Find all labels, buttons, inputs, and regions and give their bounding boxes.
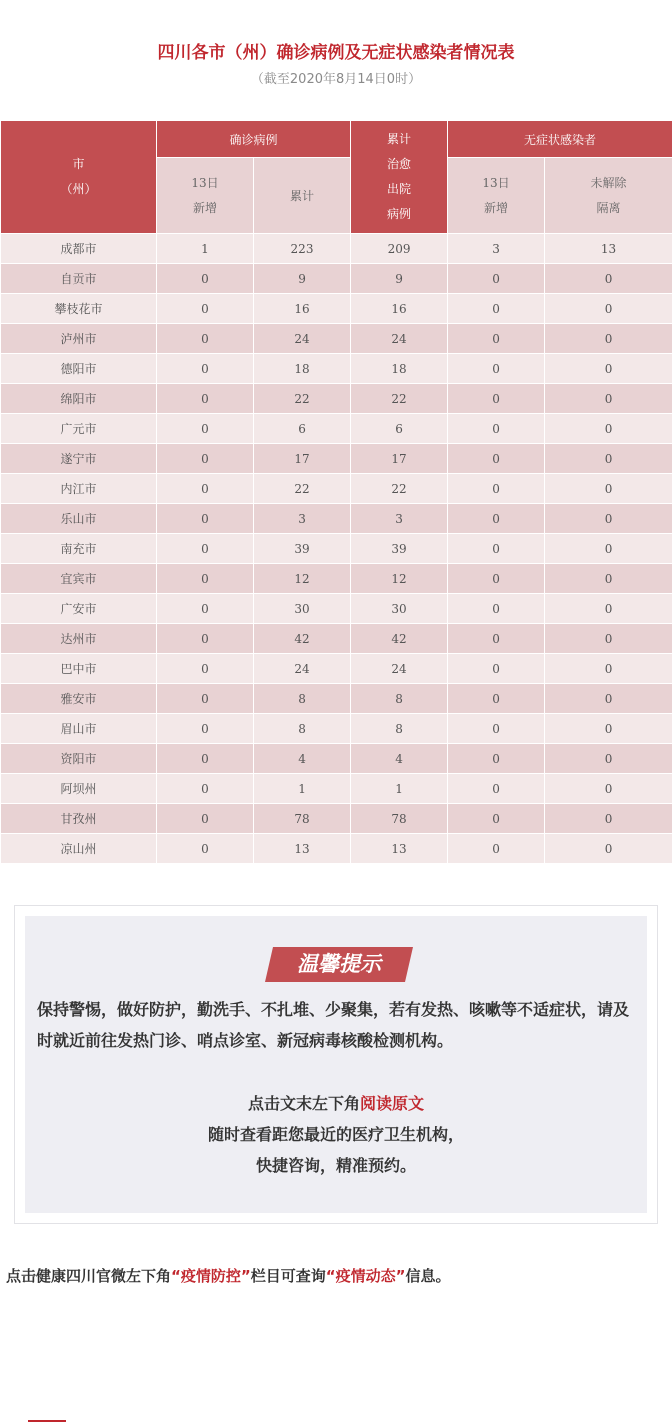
cell-confirmed-total: 9 [254,264,351,294]
cell-cured-total: 209 [351,234,448,264]
tip-line-1-prefix: 点击文末左下角 [247,1094,360,1113]
header-city: 市 （州） [1,121,157,234]
cell-city: 绵阳市 [1,384,157,414]
cell-asym-new: 0 [448,744,545,774]
cell-cured-total: 16 [351,294,448,324]
cell-city: 内江市 [1,474,157,504]
tip-line-3: 快捷咨询，精准预约。 [255,1156,416,1175]
cell-confirmed-new: 0 [157,534,254,564]
cell-asym-isolated: 0 [545,654,672,684]
cell-cured-total: 8 [351,714,448,744]
read-original-link[interactable]: 阅读原文 [360,1094,425,1113]
table-row [1,534,672,564]
cell-asym-new: 0 [448,834,545,864]
table-row [1,294,672,324]
cell-cured-total: 18 [351,354,448,384]
table-row [1,714,672,744]
cell-confirmed-new: 0 [157,744,254,774]
cell-confirmed-total: 8 [254,714,351,744]
cell-confirmed-new: 0 [157,324,254,354]
cell-asym-new: 3 [448,234,545,264]
cell-confirmed-new: 0 [157,804,254,834]
cell-asym-isolated: 0 [545,774,672,804]
stats-table [0,120,672,864]
cell-cured-total: 6 [351,414,448,444]
cell-cured-total: 30 [351,594,448,624]
epidemic-control-link[interactable]: “疫情防控” [171,1267,251,1285]
cell-cured-total: 1 [351,774,448,804]
cell-asym-isolated: 0 [545,684,672,714]
footer-part-1: 点击健康四川官微左下角 [6,1267,172,1285]
cell-confirmed-new: 0 [157,624,254,654]
table-row [1,744,672,774]
cell-asym-new: 0 [448,264,545,294]
cell-confirmed-total: 1 [254,774,351,804]
footer-part-3: 信息。 [405,1267,451,1285]
cell-asym-isolated: 0 [545,804,672,834]
header-confirmed: 确诊病例 [157,121,351,158]
cell-confirmed-new: 0 [157,474,254,504]
cell-confirmed-total: 12 [254,564,351,594]
cell-city: 广元市 [1,414,157,444]
header-confirmed-new: 13日 新增 [157,158,254,234]
footer-note [6,1265,666,1286]
tip-line-1 [25,1088,647,1119]
cell-cured-total: 42 [351,624,448,654]
tip-box [14,905,658,1224]
tip-badge [265,947,413,982]
cell-confirmed-total: 13 [254,834,351,864]
cell-cured-total: 17 [351,444,448,474]
table-row [1,414,672,444]
cell-asym-new: 0 [448,504,545,534]
cell-asym-isolated: 0 [545,714,672,744]
cell-city: 南充市 [1,534,157,564]
cell-city: 成都市 [1,234,157,264]
cell-confirmed-total: 223 [254,234,351,264]
table-row [1,624,672,654]
table-row [1,234,672,264]
cell-confirmed-total: 22 [254,474,351,504]
table-row [1,474,672,504]
cell-asym-new: 0 [448,774,545,804]
cell-confirmed-new: 0 [157,384,254,414]
cell-confirmed-total: 22 [254,384,351,414]
cell-cured-total: 13 [351,834,448,864]
cell-city: 达州市 [1,624,157,654]
cell-cured-total: 39 [351,534,448,564]
cell-confirmed-total: 6 [254,414,351,444]
table-row [1,504,672,534]
cell-asym-new: 0 [448,654,545,684]
tip-instructions [25,1088,647,1181]
cell-asym-isolated: 0 [545,564,672,594]
cell-asym-isolated: 0 [545,624,672,654]
cell-confirmed-new: 0 [157,504,254,534]
cell-city: 攀枝花市 [1,294,157,324]
cell-asym-new: 0 [448,804,545,834]
cell-confirmed-total: 4 [254,744,351,774]
cell-asym-isolated: 0 [545,264,672,294]
cell-asym-new: 0 [448,384,545,414]
cell-cured-total: 12 [351,564,448,594]
table-row [1,564,672,594]
cell-cured-total: 24 [351,324,448,354]
cell-asym-new: 0 [448,624,545,654]
cell-cured-total: 78 [351,804,448,834]
cell-confirmed-new: 0 [157,444,254,474]
cell-city: 德阳市 [1,354,157,384]
cell-asym-new: 0 [448,474,545,504]
cell-confirmed-total: 24 [254,654,351,684]
cell-asym-new: 0 [448,354,545,384]
cell-confirmed-total: 42 [254,624,351,654]
cell-confirmed-total: 24 [254,324,351,354]
cell-city: 巴中市 [1,654,157,684]
cell-confirmed-new: 0 [157,714,254,744]
cell-city: 阿坝州 [1,774,157,804]
cell-cured-total: 3 [351,504,448,534]
cell-asym-isolated: 0 [545,444,672,474]
cell-confirmed-new: 0 [157,414,254,444]
cell-confirmed-total: 17 [254,444,351,474]
table-row [1,804,672,834]
cell-asym-new: 0 [448,414,545,444]
cell-city: 广安市 [1,594,157,624]
cell-cured-total: 4 [351,744,448,774]
cell-asym-new: 0 [448,294,545,324]
cell-asym-isolated: 0 [545,294,672,324]
header-cured: 累计 治愈 出院 病例 [351,121,448,234]
table-row [1,384,672,414]
tip-line-2: 随时查看距您最近的医疗卫生机构， [207,1125,464,1144]
header-asym-new: 13日 新增 [448,158,545,234]
cell-confirmed-total: 39 [254,534,351,564]
cell-asym-isolated: 0 [545,474,672,504]
cell-asym-new: 0 [448,534,545,564]
cell-city: 资阳市 [1,744,157,774]
cell-city: 乐山市 [1,504,157,534]
cell-city: 宜宾市 [1,564,157,594]
table-row [1,594,672,624]
cell-confirmed-total: 16 [254,294,351,324]
cell-asym-isolated: 13 [545,234,672,264]
table-row [1,774,672,804]
cell-cured-total: 22 [351,384,448,414]
cell-confirmed-new: 0 [157,294,254,324]
cell-asym-isolated: 0 [545,384,672,414]
cell-confirmed-new: 0 [157,564,254,594]
cell-cured-total: 9 [351,264,448,294]
cell-asym-new: 0 [448,564,545,594]
cell-asym-isolated: 0 [545,744,672,774]
cell-asym-isolated: 0 [545,534,672,564]
epidemic-updates-link[interactable]: “疫情动态” [325,1267,406,1285]
cell-city: 遂宁市 [1,444,157,474]
bottom-accent-bar [28,1420,66,1422]
cell-confirmed-new: 0 [157,654,254,684]
cell-confirmed-total: 18 [254,354,351,384]
cell-asym-isolated: 0 [545,324,672,354]
page-title: 四川各市（州）确诊病例及无症状感染者情况表 [157,43,515,63]
page-subtitle: （截至2020年8月14日0时） [250,72,422,87]
cell-asym-new: 0 [448,444,545,474]
cell-confirmed-new: 0 [157,774,254,804]
cell-asym-isolated: 0 [545,354,672,384]
cell-confirmed-new: 0 [157,354,254,384]
cell-city: 雅安市 [1,684,157,714]
cell-asym-isolated: 0 [545,414,672,444]
header-asymptomatic: 无症状感染者 [448,121,672,158]
header-asym-isolated: 未解除 隔离 [545,158,672,234]
cell-asym-new: 0 [448,324,545,354]
cell-city: 泸州市 [1,324,157,354]
cell-cured-total: 22 [351,474,448,504]
cell-asym-new: 0 [448,594,545,624]
tip-badge-label: 温馨提示 [297,952,381,976]
cell-asym-new: 0 [448,684,545,714]
cell-confirmed-total: 3 [254,504,351,534]
table-row [1,684,672,714]
tip-panel [25,916,647,1213]
table-row [1,324,672,354]
cell-confirmed-total: 8 [254,684,351,714]
header-confirmed-total: 累计 [254,158,351,234]
tip-body: 保持警惕，做好防护，勤洗手、不扎堆、少聚集，若有发热、咳嗽等不适症状，请及时就近前往发热门诊、哨点诊室、新冠病毒核酸检测机构。 [37,1000,630,1050]
cell-confirmed-new: 1 [157,234,254,264]
table-row [1,444,672,474]
cell-cured-total: 8 [351,684,448,714]
cell-confirmed-new: 0 [157,684,254,714]
cell-confirmed-new: 0 [157,834,254,864]
cell-confirmed-new: 0 [157,264,254,294]
cell-confirmed-new: 0 [157,594,254,624]
cell-asym-isolated: 0 [545,594,672,624]
table-row [1,264,672,294]
cell-asym-new: 0 [448,714,545,744]
cell-confirmed-total: 78 [254,804,351,834]
cell-city: 自贡市 [1,264,157,294]
table-row [1,654,672,684]
cell-city: 凉山州 [1,834,157,864]
table-row [1,354,672,384]
cell-asym-isolated: 0 [545,834,672,864]
cell-confirmed-total: 30 [254,594,351,624]
cell-asym-isolated: 0 [545,504,672,534]
table-row [1,834,672,864]
cell-city: 甘孜州 [1,804,157,834]
footer-part-2: 栏目可查询 [250,1267,326,1285]
cell-cured-total: 24 [351,654,448,684]
cell-city: 眉山市 [1,714,157,744]
